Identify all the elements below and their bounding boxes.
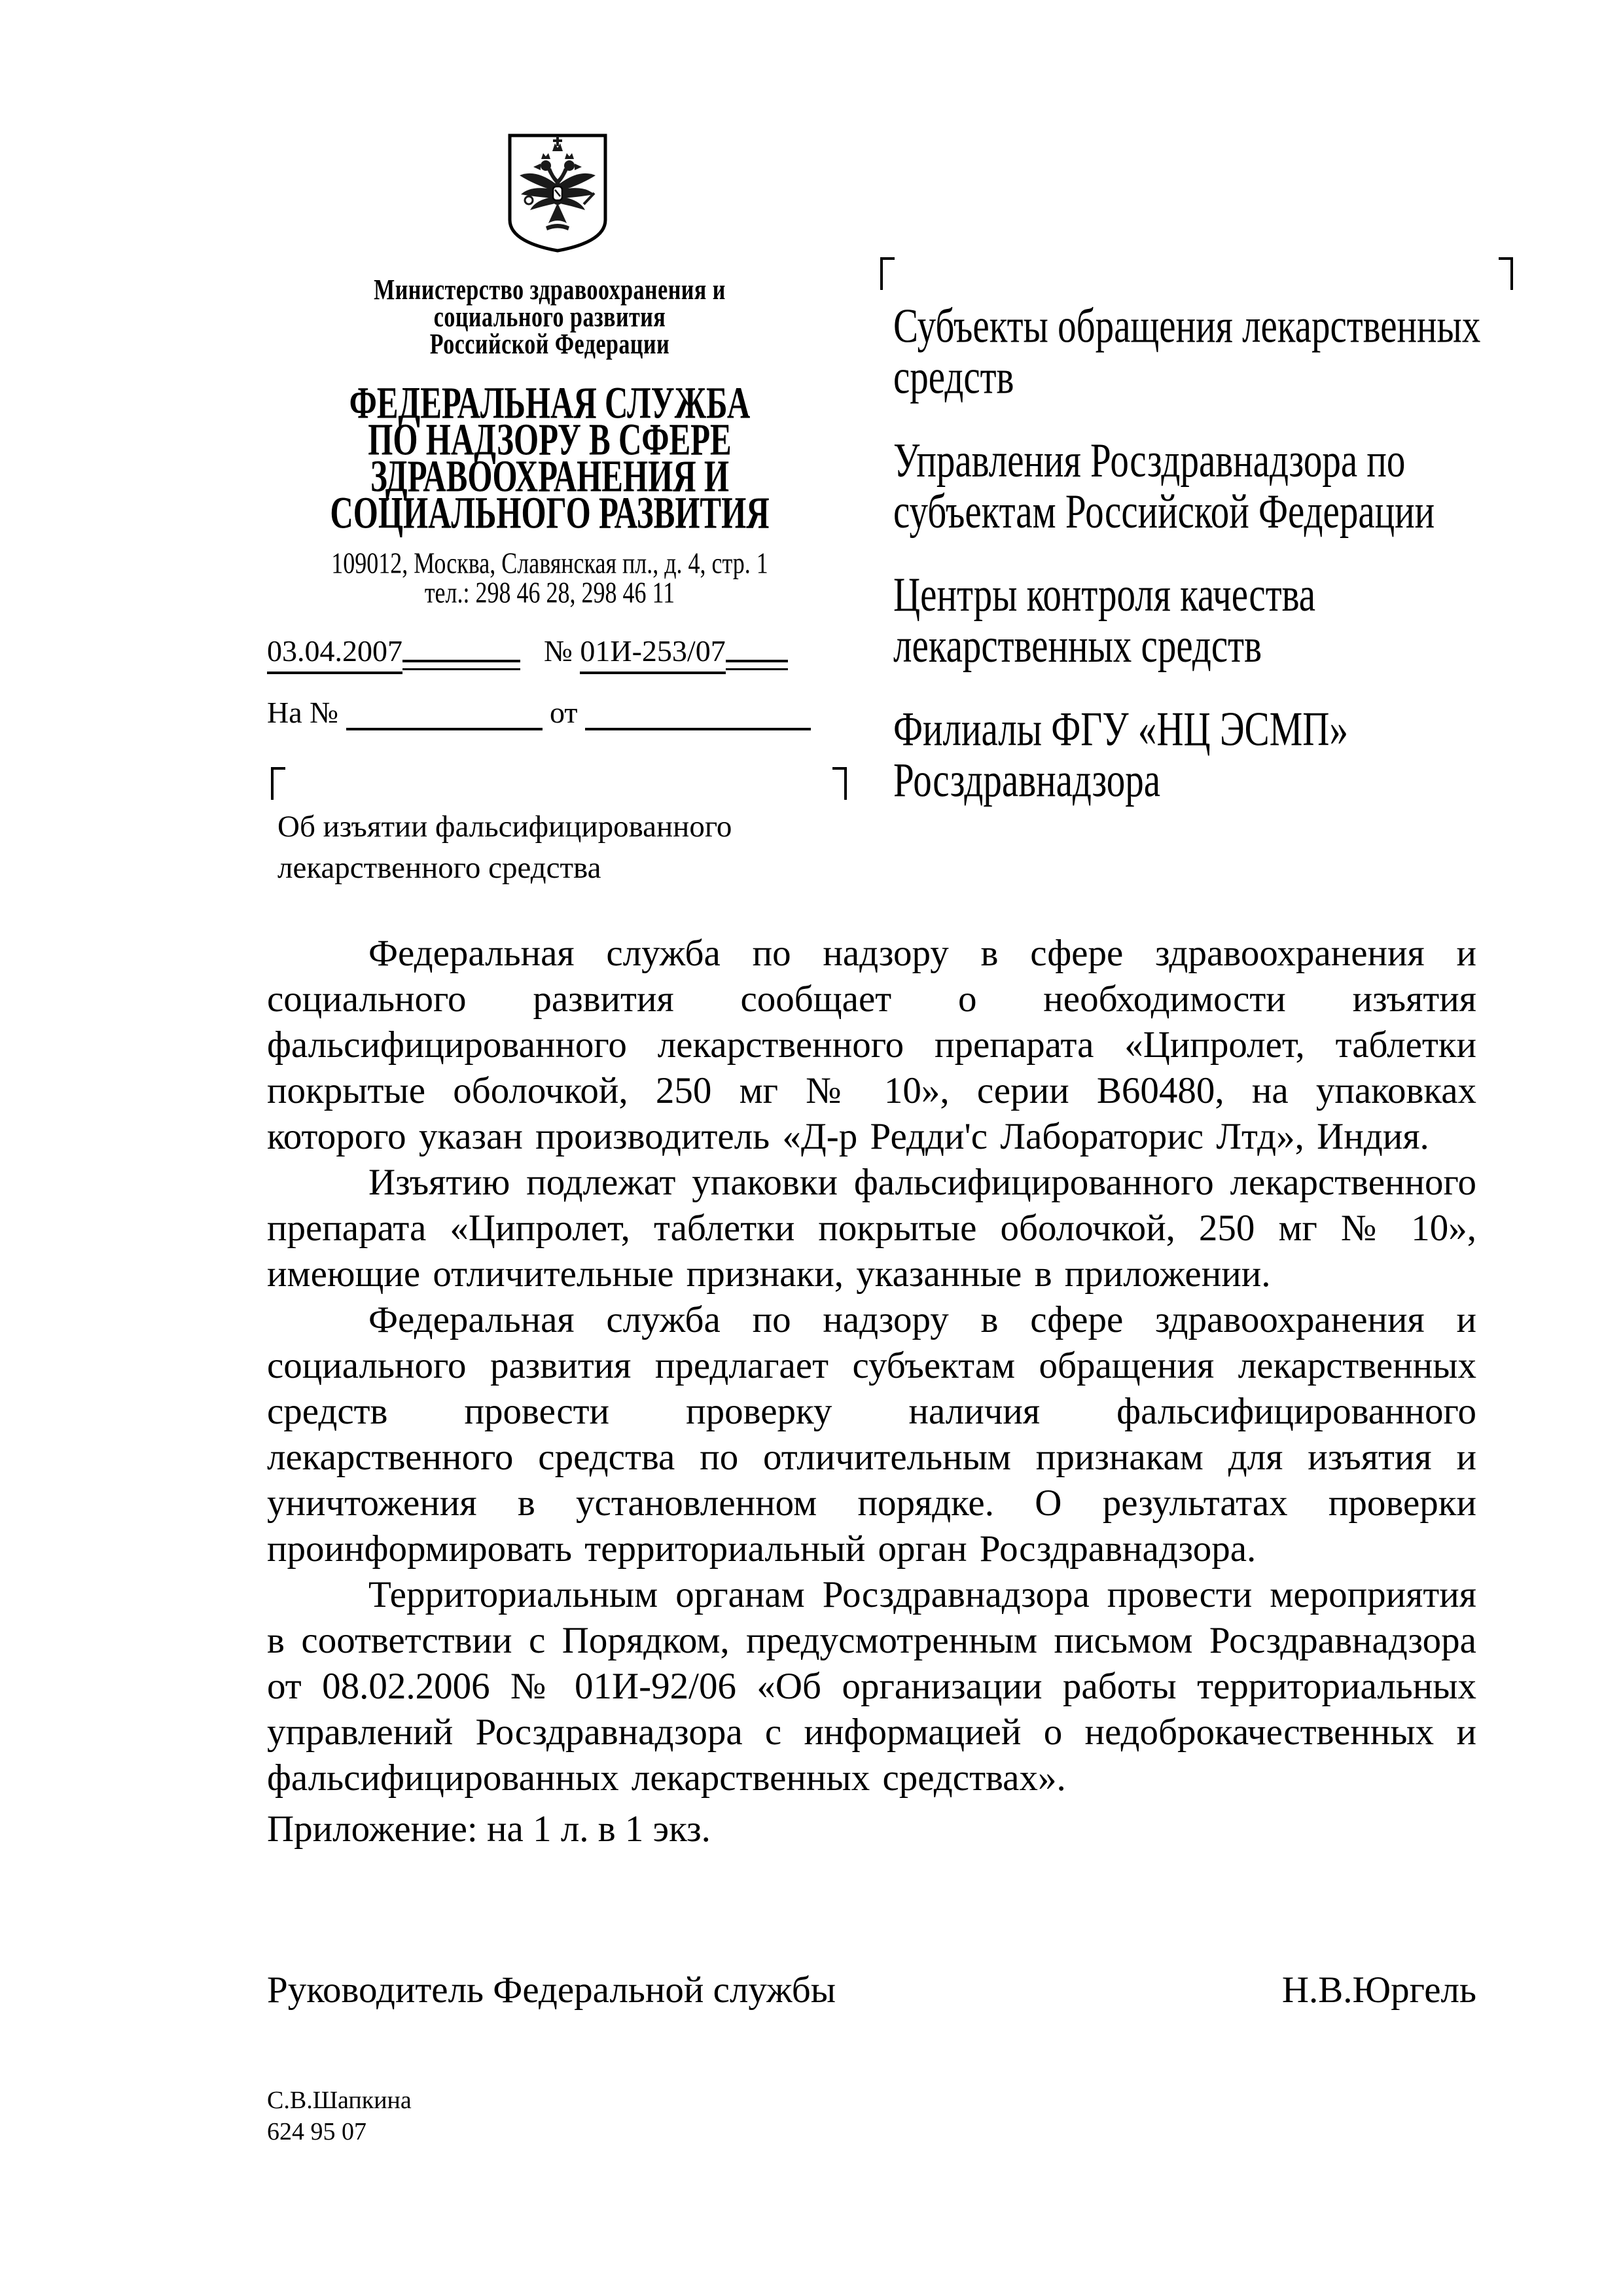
addressee-item: Филиалы ФГУ «НЦ ЭСМП» Росздравнадзора xyxy=(893,702,1348,808)
letter-body xyxy=(267,931,1476,1801)
executor-name: С.В.Шапкина xyxy=(267,2087,412,2114)
from-label: от xyxy=(550,696,578,729)
russian-coat-of-arms-icon xyxy=(505,131,610,255)
reference-row xyxy=(267,695,811,730)
executor-block xyxy=(267,2085,412,2147)
corner-mark xyxy=(1499,257,1513,290)
ref-label: На № xyxy=(267,696,339,729)
signer-name: Н.В.Юргель xyxy=(1281,1969,1476,2011)
blank-line xyxy=(402,660,520,670)
letter-number: 01И-253/07 xyxy=(580,634,725,674)
corner-mark xyxy=(832,767,847,800)
ministry-line: социального развития xyxy=(433,301,666,333)
letterhead-phone: тел.: 298 46 28, 298 46 11 xyxy=(424,576,675,609)
service-line: ФЕДЕРАЛЬНАЯ СЛУЖБА xyxy=(349,377,751,428)
body-paragraph: Изъятию подлежат упаковки фальсифицированного лекарственного препарата «Ципролет, таблетки покрытые оболочкой, 250 мг № 10», имеющие отличительные признаки, указанные в приложении. xyxy=(267,1162,1476,1295)
body-paragraph: Федеральная служба по надзору в сфере здравоохранения и социального развития предлагает субъектам обращения лекарственных средств провести проверку наличия фальсифицированного лекарственного средства по отличительным признакам для изъятия и уничтожения в установленном порядке. О результатах проверки проинформировать территориальный орган Росздравнадзора. xyxy=(267,1299,1476,1570)
body-paragraph: Территориальным органам Росздравнадзора провести мероприятия в соответствии с Порядком, предусмотренным письмом Росздравнадзора от 08.02.2006 № 01И-92/06 «Об организации работы территориальных управлений Росздравнадзора с информацией о недоброкачественных и фальсифицированных лекарственных средствах». xyxy=(267,1574,1476,1799)
letterhead-address: 109012, Москва, Славянская пл., д. 4, стр. 1 xyxy=(331,547,768,580)
addressee-item: Центры контроля качества лекарственных средств xyxy=(893,568,1316,673)
service-line: СОЦИАЛЬНОГО РАЗВИТИЯ xyxy=(330,487,770,538)
number-sign: № xyxy=(544,634,573,668)
blank-line xyxy=(585,708,811,730)
ministry-line: Российской Федерации xyxy=(429,329,670,361)
service-line: ЗДРАВООХРАНЕНИЯ И xyxy=(370,450,729,501)
signature-row xyxy=(267,1969,1476,2011)
service-line: ПО НАДЗОРУ В СФЕРЕ xyxy=(368,414,732,465)
letter-date: 03.04.2007 xyxy=(267,634,402,674)
ministry-name xyxy=(262,274,838,361)
attachment-note: Приложение: на 1 л. в 1 экз. xyxy=(267,1808,711,1850)
corner-mark xyxy=(271,767,285,800)
blank-line xyxy=(726,660,788,670)
ministry-line: Министерство здравоохранения и xyxy=(374,274,726,306)
executor-phone: 624 95 07 xyxy=(267,2118,366,2145)
letter-subject: Об изъятии фальсифицированного лекарственного средства xyxy=(277,810,732,885)
date-number-row xyxy=(267,634,788,670)
signer-title: Руководитель Федеральной службы xyxy=(267,1969,836,2011)
addressee-item: Управления Росздравнадзора по субъектам Российской Федерации xyxy=(893,433,1435,539)
addressee-item: Субъекты обращения лекарственных средств xyxy=(893,299,1481,404)
body-paragraph: Федеральная служба по надзору в сфере здравоохранения и социального развития сообщает о необходимости изъятия фальсифицированного лекарственного препарата «Ципролет, таблетки покрытые оболочкой, 250 мг № 10», серии В60480, на упаковках которого указан производитель «Д-р Редди'с Лабораторис Лтд», Индия. xyxy=(267,933,1476,1157)
federal-service-name xyxy=(255,377,844,538)
corner-mark xyxy=(880,257,895,290)
letterhead-contacts xyxy=(255,548,844,607)
addressee-list xyxy=(893,301,1489,839)
blank-line xyxy=(346,708,543,730)
